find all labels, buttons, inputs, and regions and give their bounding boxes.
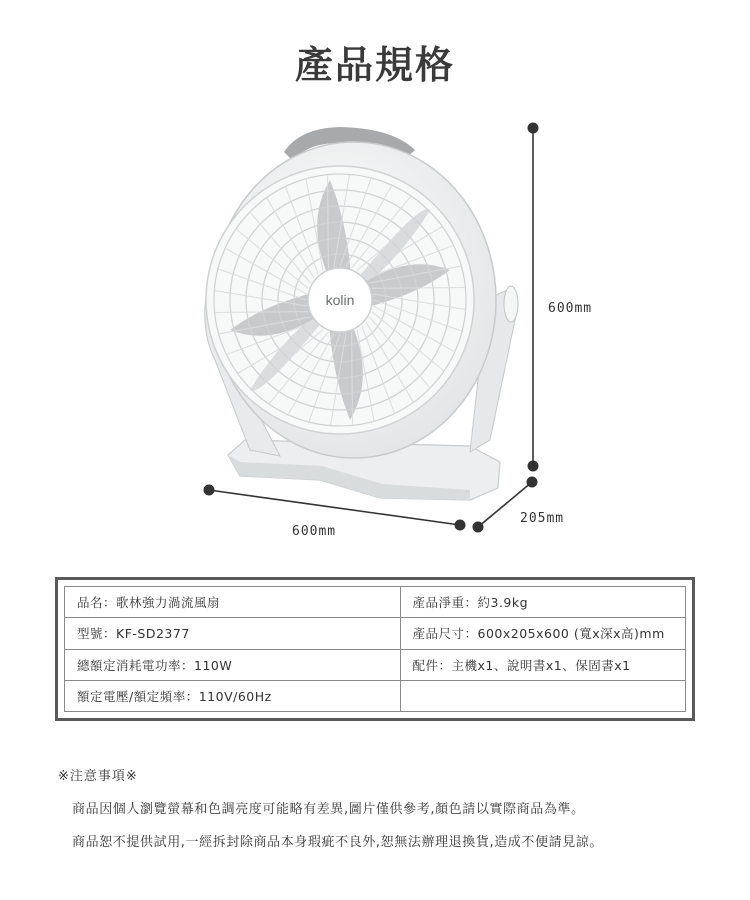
note-line-1: 商品因個人瀏覽螢幕和色調亮度可能略有差異,圖片僅供參考,顏色請以實際商品為準。 — [72, 802, 585, 817]
spec-product-name: 品名：歌林強力渦流風扇 — [65, 587, 401, 618]
notes-section — [58, 765, 738, 864]
notes-heading: ※注意事項※ — [58, 769, 138, 784]
table-row — [65, 587, 686, 618]
spec-empty-cell — [400, 680, 686, 711]
table-row — [65, 618, 686, 649]
brand-logo: kolin — [325, 292, 355, 308]
depth-label: 205mm — [520, 511, 565, 526]
height-label: 600mm — [548, 301, 593, 316]
table-row — [65, 649, 686, 680]
spec-table — [64, 586, 686, 712]
spec-power: 總額定消耗電功率：110W — [65, 649, 401, 680]
spec-dimensions: 產品尺寸：600x205x600 (寬x深x高)mm — [400, 618, 686, 649]
note-line-2: 商品恕不提供試用,一經拆封除商品本身瑕疵不良外,恕無法辦理退換貨,造成不便請見諒。 — [72, 835, 603, 850]
spec-net-weight: 產品淨重：約3.9kg — [400, 587, 686, 618]
spec-table-frame — [55, 577, 695, 721]
spec-model: 型號：KF-SD2377 — [65, 618, 401, 649]
height-dimension — [528, 123, 593, 472]
table-row — [65, 680, 686, 711]
fan-product-image — [0, 100, 750, 560]
width-label: 600mm — [292, 524, 337, 539]
spec-accessories: 配件：主機x1、說明書x1、保固書x1 — [400, 649, 686, 680]
page-title: 產品規格 — [294, 43, 455, 87]
spec-voltage: 額定電壓/額定頻率：110V/60Hz — [65, 680, 401, 711]
